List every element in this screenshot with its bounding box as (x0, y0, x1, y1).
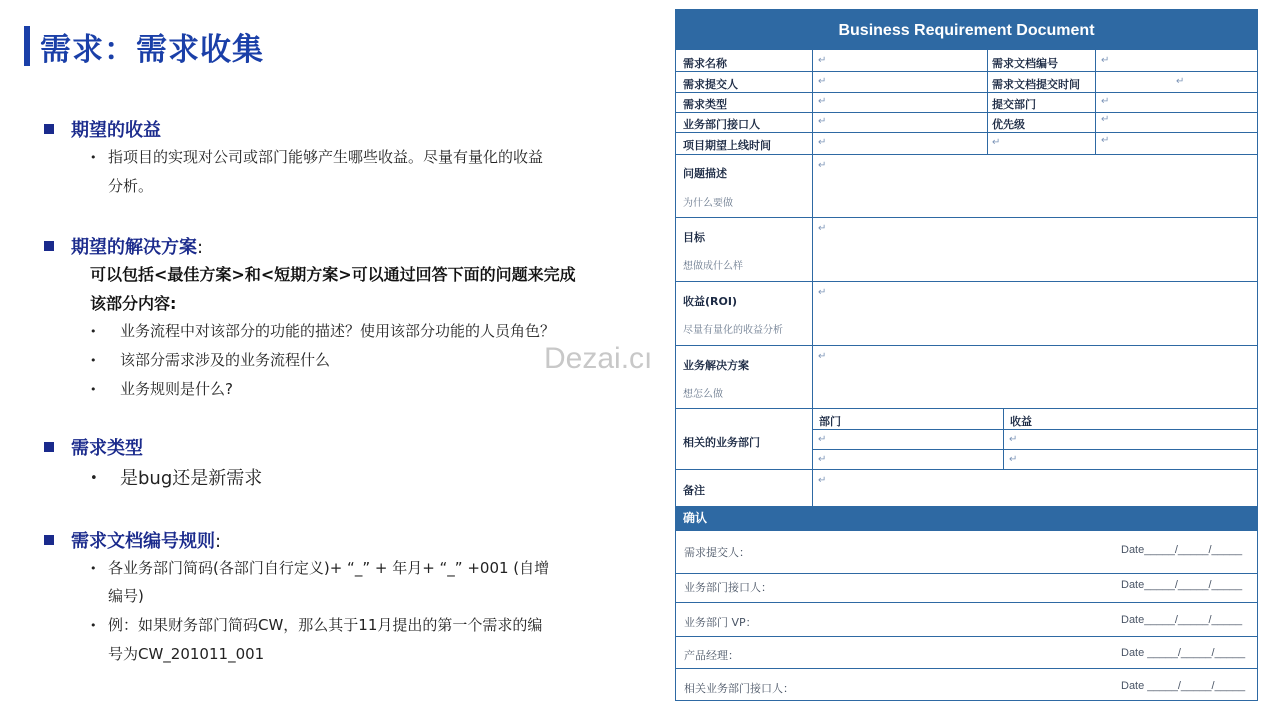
return-mark: ↵ (818, 223, 827, 234)
bullet-icon: • (90, 354, 97, 367)
page-title: 需求：需求收集 (40, 32, 264, 68)
label-contact: 业务部门接口人 (683, 118, 760, 131)
return-mark: ↵ (1176, 76, 1185, 87)
bullet-icon: • (90, 471, 98, 486)
label-req-name: 需求名称 (683, 57, 727, 70)
solution-intro-line1: 可以包括<最佳方案>和<短期方案>可以通过回答下面的问题来完成 (90, 265, 576, 284)
label-remark: 备注 (683, 484, 705, 497)
label-doc-no: 需求文档编号 (992, 57, 1058, 70)
signature-date: Date _____/_____/_____ (1121, 647, 1246, 659)
return-mark: ↵ (1009, 434, 1018, 445)
return-mark: ↵ (1009, 454, 1018, 465)
label-submit-time: 需求文档提交时间 (992, 78, 1080, 91)
signature-label: 业务部门 VP： (684, 616, 757, 629)
solution-item: 该部分需求涉及的业务流程什么 (120, 351, 331, 369)
signature-date: Date_____/_____/_____ (1121, 579, 1243, 591)
confirm-header: 确认 (676, 506, 1257, 531)
return-mark: ↵ (1101, 135, 1110, 146)
hint-solution: 想怎么做 (683, 389, 723, 400)
bullet-icon: • (90, 383, 97, 396)
return-mark: ↵ (818, 434, 827, 445)
return-mark: ↵ (818, 76, 827, 87)
col-dept: 部门 (819, 415, 841, 428)
signature-date: Date_____/_____/_____ (1121, 614, 1243, 626)
bullet-icon: • (90, 619, 97, 632)
title-accent-bar (24, 26, 30, 66)
grid-line (987, 50, 988, 154)
numbering-item1-line1: 各业务部门简码(各部门自行定义)+ “_” + 年月+ “_” +001 (自增 (108, 559, 550, 577)
grid-line (812, 429, 1257, 430)
section-heading-text: 需求文档编号规则 (71, 531, 215, 552)
grid-line (676, 408, 1257, 409)
type-item: 是bug还是新需求 (120, 468, 263, 489)
label-solution: 业务解决方案 (683, 359, 749, 372)
label-submit-dept: 提交部门 (992, 98, 1036, 111)
return-mark: ↵ (818, 160, 827, 171)
return-mark: ↵ (1101, 55, 1110, 66)
grid-line (676, 112, 1257, 113)
label-go-live: 项目期望上线时间 (683, 139, 771, 152)
return-mark: ↵ (818, 55, 827, 66)
signature-label: 需求提交人： (684, 546, 750, 559)
label-roi: 收益(ROI) (683, 295, 737, 308)
return-mark: ↵ (818, 287, 827, 298)
grid-line (676, 92, 1257, 93)
benefit-text-line2: 分析。 (108, 177, 154, 195)
solution-item: 业务流程中对该部分的功能的描述？使用该部分功能的人员角色？ (120, 322, 556, 340)
grid-line (676, 132, 1257, 133)
grid-line (676, 217, 1257, 218)
solution-intro-line2: 该部分内容: (90, 294, 177, 313)
label-req-type: 需求类型 (683, 98, 727, 111)
bullet-icon: • (90, 562, 97, 575)
numbering-item1-line2: 编号) (108, 587, 144, 605)
section-heading-benefit (44, 116, 161, 142)
signature-date: Date _____/_____/_____ (1121, 680, 1246, 692)
grid-line (676, 573, 1257, 574)
col-benefit: 收益 (1010, 415, 1032, 428)
section-heading-text: 需求类型 (71, 438, 143, 459)
label-goal: 目标 (683, 231, 705, 244)
bullet-icon: • (90, 151, 97, 164)
hint-problem: 为什么要做 (683, 198, 733, 209)
numbering-item2-line2: 号为CW_201011_001 (108, 645, 265, 663)
square-bullet-icon (44, 442, 54, 452)
grid-line (676, 345, 1257, 346)
section-heading-text: 期望的收益 (71, 120, 161, 141)
section-heading-text: 期望的解决方案 (71, 237, 197, 258)
heading-colon: : (197, 237, 204, 258)
label-problem: 问题描述 (683, 167, 727, 180)
hint-goal: 想做成什么样 (683, 261, 743, 272)
brd-form (675, 9, 1258, 701)
grid-line (676, 668, 1257, 669)
return-mark: ↵ (818, 475, 827, 486)
grid-line (676, 469, 1257, 470)
grid-line (676, 154, 1257, 155)
signature-date: Date_____/_____/_____ (1121, 544, 1243, 556)
grid-line (676, 71, 1257, 72)
signature-label: 产品经理： (684, 649, 739, 662)
grid-line (1003, 408, 1004, 469)
signature-label: 业务部门接口人： (684, 581, 772, 594)
solution-item: 业务规则是什么? (120, 380, 233, 398)
grid-line (1095, 50, 1096, 154)
label-submitter: 需求提交人 (683, 78, 738, 91)
benefit-text-line1: 指项目的实现对公司或部门能够产生哪些收益。尽量有量化的收益 (108, 148, 544, 166)
return-mark: ↵ (992, 137, 1001, 148)
signature-label: 相关业务部门接口人： (684, 682, 794, 695)
square-bullet-icon (44, 241, 54, 251)
return-mark: ↵ (818, 137, 827, 148)
section-heading-solution (44, 233, 203, 259)
label-related-dept: 相关的业务部门 (683, 436, 760, 449)
grid-line (812, 449, 1257, 450)
watermark: Dezai.cı (544, 342, 653, 375)
return-mark: ↵ (818, 96, 827, 107)
return-mark: ↵ (818, 116, 827, 127)
grid-line (676, 281, 1257, 282)
grid-line (676, 602, 1257, 603)
heading-colon: : (215, 531, 222, 552)
label-priority: 优先级 (992, 118, 1025, 131)
return-mark: ↵ (818, 454, 827, 465)
form-title: Business Requirement Document (676, 10, 1257, 50)
numbering-item2-line1: 例：如果财务部门简码CW，那么其于11月提出的第一个需求的编 (108, 616, 543, 634)
section-heading-numbering (44, 527, 221, 553)
return-mark: ↵ (1101, 114, 1110, 125)
section-heading-type (44, 434, 143, 460)
return-mark: ↵ (818, 351, 827, 362)
square-bullet-icon (44, 124, 54, 134)
bullet-icon: • (90, 325, 97, 338)
square-bullet-icon (44, 535, 54, 545)
hint-roi: 尽量有量化的收益分析 (683, 325, 783, 336)
grid-line (812, 50, 813, 506)
return-mark: ↵ (1101, 96, 1110, 107)
grid-line (676, 636, 1257, 637)
